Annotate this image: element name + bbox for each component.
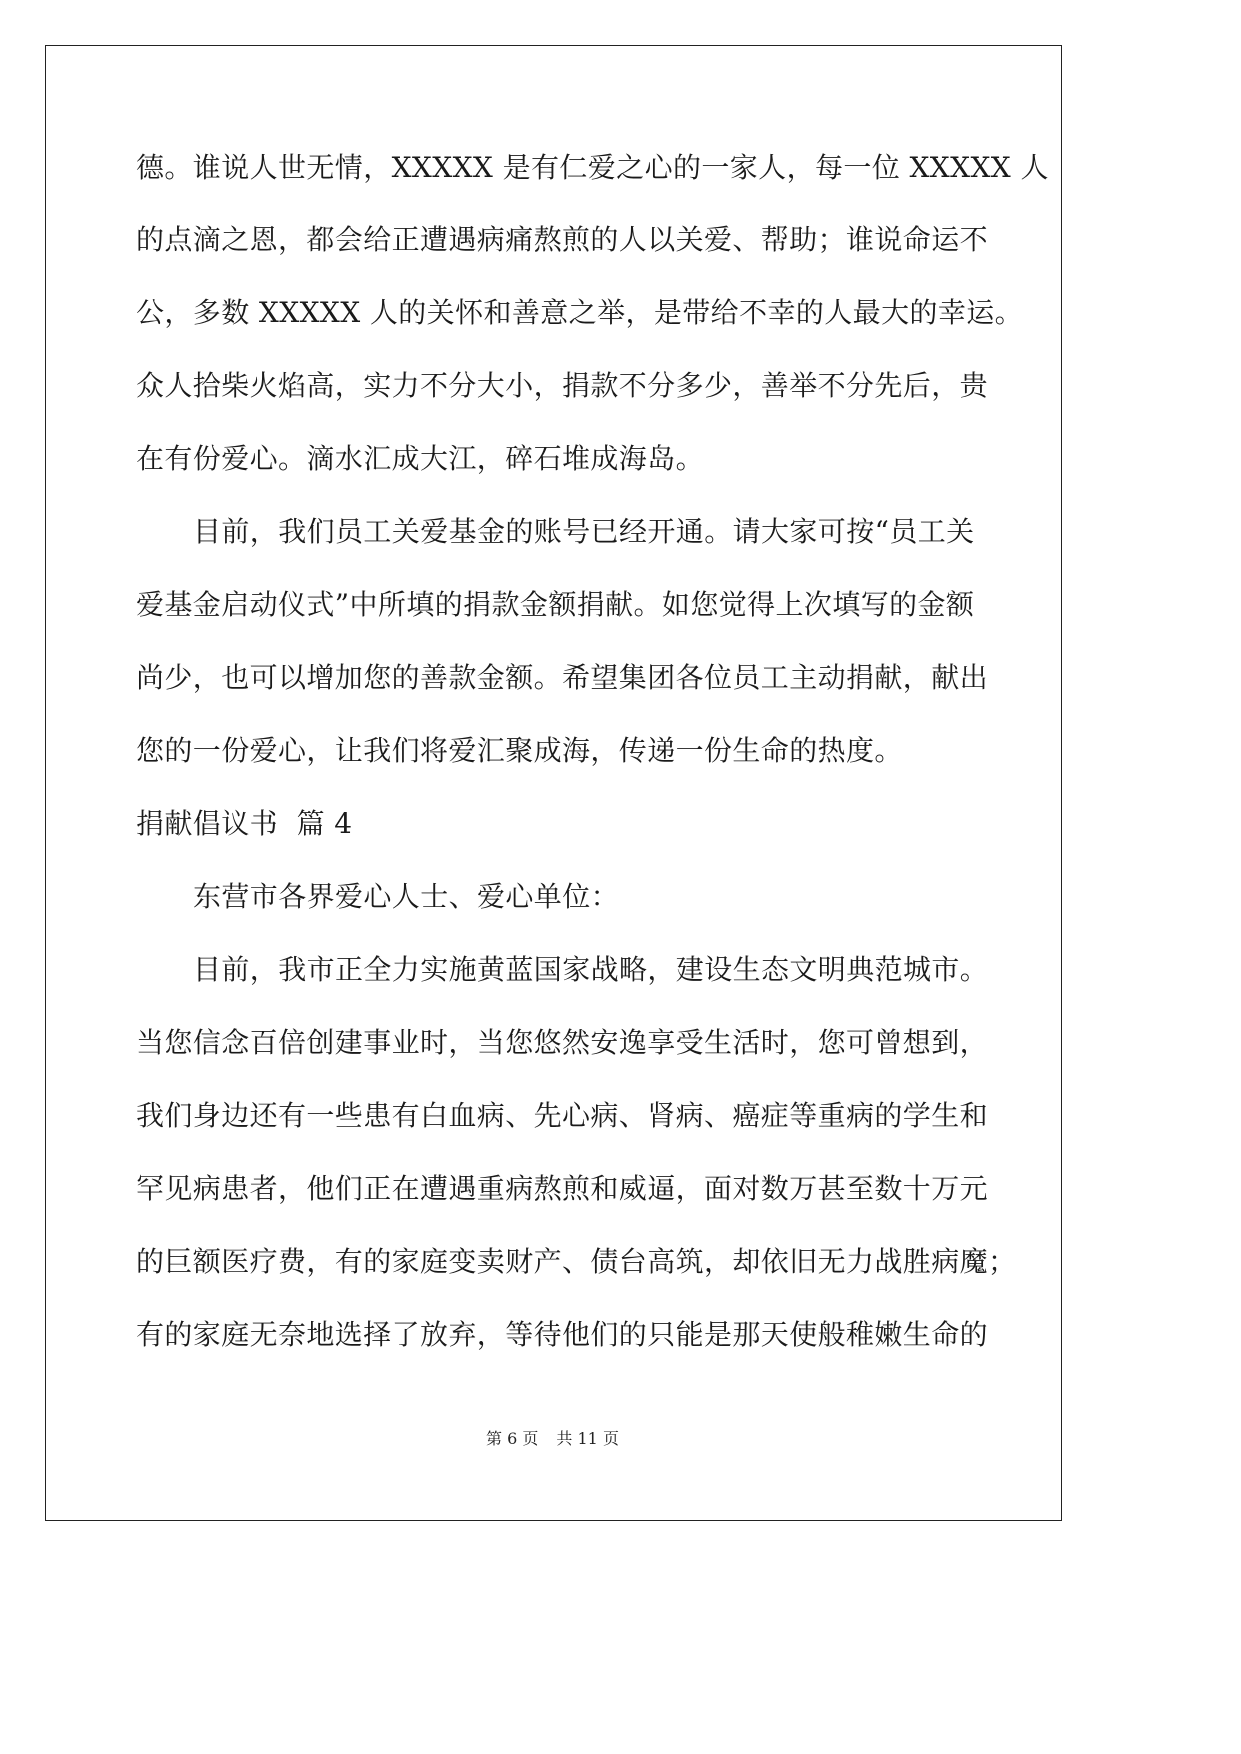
paragraph-first-line: 目前，我们员工关爱基金的账号已经开通。请大家可按“员工关	[193, 515, 975, 548]
body-line: 爱基金启动仪式”中所填的捐款金额捐献。如您觉得上次填写的金额	[136, 588, 975, 621]
body-line: 罕见病患者，他们正在遭遇重病熬煎和威逼，面对数万甚至数十万元	[136, 1172, 989, 1205]
body-line: 在有份爱心。滴水汇成大江，碎石堆成海岛。	[136, 442, 705, 475]
body-line: 有的家庭无奈地选择了放弃，等待他们的只能是那天使般稚嫩生命的	[136, 1318, 989, 1351]
body-line: 公，多数 XXXXX 人的关怀和善意之举，是带给不幸的人最大的幸运。	[136, 296, 1024, 329]
page-footer	[0, 1428, 1105, 1450]
body-line: 当您信念百倍创建事业时，当您悠然安逸享受生活时，您可曾想到，	[136, 1026, 989, 1059]
salutation-line: 东营市各界爱心人士、爱心单位：	[193, 880, 620, 913]
body-line: 尚少，也可以增加您的善款金额。希望集团各位员工主动捐献，献出	[136, 661, 989, 694]
page-border	[45, 45, 1062, 1521]
body-line: 您的一份爱心，让我们将爱汇聚成海，传递一份生命的热度。	[136, 734, 903, 767]
page-number-current: 第 6 页	[486, 1429, 539, 1448]
body-line: 的点滴之恩，都会给正遭遇病痛熬煎的人以关爱、帮助；谁说命运不	[136, 223, 989, 256]
body-line: 众人拾柴火焰高，实力不分大小，捐款不分多少，善举不分先后，贵	[136, 369, 989, 402]
body-line: 我们身边还有一些患有白血病、先心病、肾病、癌症等重病的学生和	[136, 1099, 989, 1132]
section-heading: 捐献倡议书 篇 4	[136, 807, 353, 840]
page-number-total: 共 11 页	[556, 1429, 619, 1448]
body-line: 德。谁说人世无情，XXXXX 是有仁爱之心的一家人，每一位 XXXXX 人	[136, 151, 1049, 184]
body-line: 的巨额医疗费，有的家庭变卖财产、债台高筑，却依旧无力战胜病魔；	[136, 1245, 1017, 1278]
paragraph-first-line: 目前，我市正全力实施黄蓝国家战略，建设生态文明典范城市。	[193, 953, 989, 986]
